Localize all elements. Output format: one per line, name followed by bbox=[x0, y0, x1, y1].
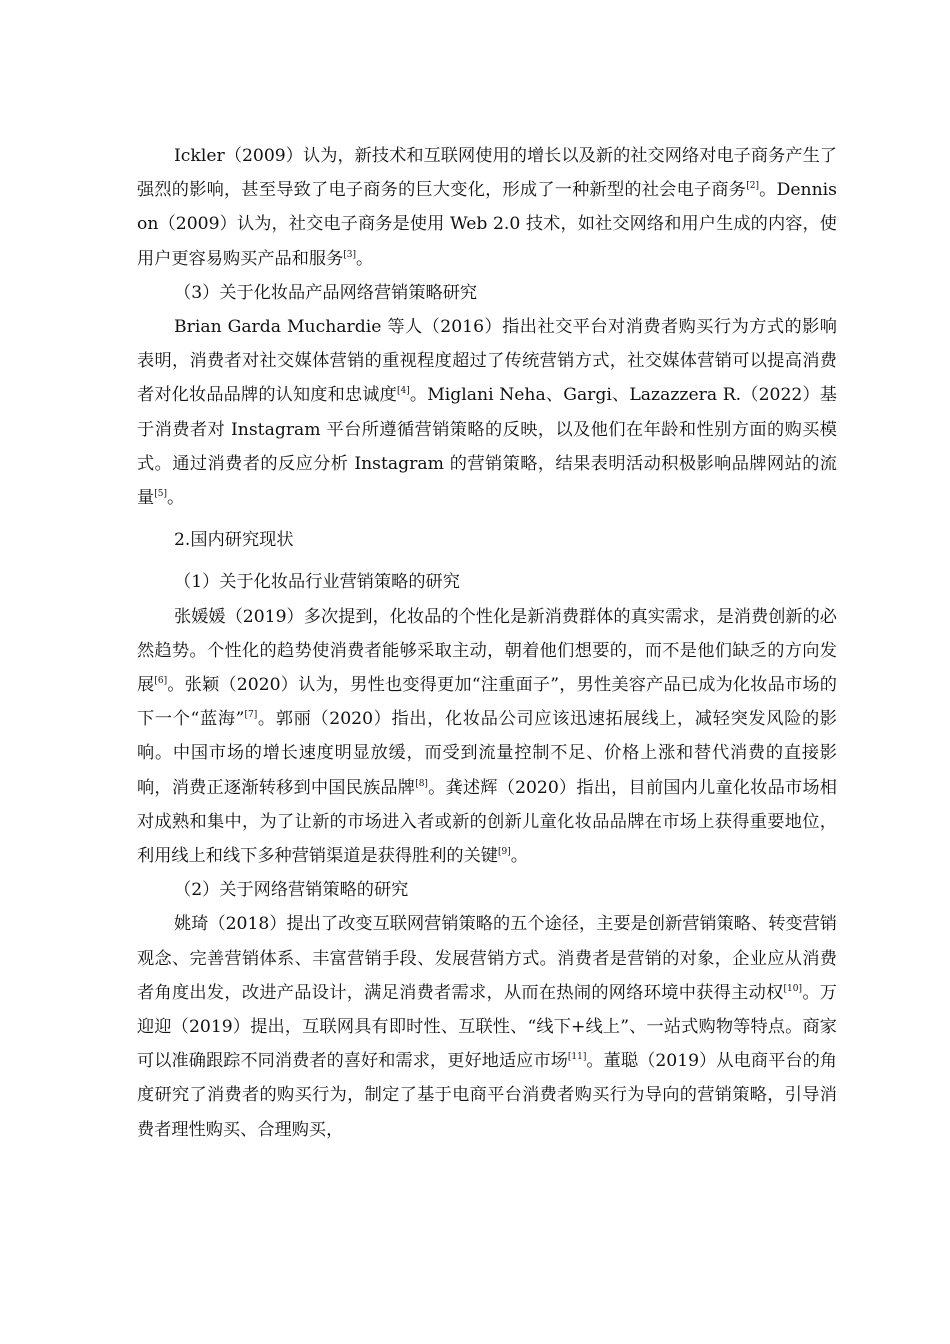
citation-ref[interactable]: [11] bbox=[567, 1052, 587, 1063]
text-segment: 。龚述辉（2020）指出，目前国内儿童化妆品市场相对成熟和集中，为了让新的市场进入者或新的创新儿童化妆品品牌在市场上获得重要地位，利用线上和线下多种营销渠道是获得胜利的关键 bbox=[137, 777, 837, 867]
citation-ref[interactable]: [8] bbox=[415, 778, 428, 789]
section-heading-cosmetics-online-marketing: （3）关于化妆品产品网络营销策略研究 bbox=[174, 282, 478, 303]
text-segment: 姚琦（2018）提出了改变互联网营销策略的五个途径，主要是创新营销策略、转变营销观念、完善营销体系、丰富营销手段、发展营销方式。消费者是营销的对象，企业应从消费者角度出发，改进产品设计，满足消费者需求，从而在热闹的网络环境中获得主动权 bbox=[137, 914, 837, 1003]
citation-ref[interactable]: [9] bbox=[497, 847, 511, 858]
paragraph-social-media-marketing bbox=[137, 310, 837, 515]
paragraph-social-ecommerce bbox=[137, 139, 837, 276]
text-segment: 。万迎迎（2019）提出，互联网具有即时性、互联性、“线下+线上”、一站式购物等特点。商家可以准确跟踪不同消费者的喜好和需求，更好地适应市场 bbox=[137, 982, 837, 1072]
text-segment: 。郭丽（2020）指出，化妆品公司应该迅速拓展线上，减轻突发风险的影响。中国市场的增长速度明显放缓，而受到流量控制不足、价格上涨和替代消费的直接影响，消费正逐渐转移到中国民族品牌 bbox=[137, 709, 837, 798]
citation-ref[interactable]: [4] bbox=[396, 386, 410, 397]
text-segment: 。 bbox=[510, 846, 528, 867]
section-heading-domestic-research: 2.国内研究现状 bbox=[174, 530, 294, 551]
citation-ref[interactable]: [3] bbox=[343, 249, 357, 260]
document-page bbox=[137, 139, 837, 1147]
section-heading-online-marketing: （2）关于网络营销策略的研究 bbox=[174, 880, 409, 901]
citation-ref[interactable]: [2] bbox=[746, 181, 759, 192]
citation-ref[interactable]: [5] bbox=[154, 489, 167, 500]
citation-ref[interactable]: [7] bbox=[244, 710, 258, 721]
text-segment: 。 bbox=[166, 488, 185, 509]
citation-ref[interactable]: [10] bbox=[783, 983, 803, 994]
section-heading-cosmetics-industry: （1）关于化妆品行业营销策略的研究 bbox=[174, 572, 460, 593]
text-segment: 。Dennison（2009）认为，社交电子商务是使用 Web 2.0 技术，如社交网络和用户生成的内容，使用户更容易购买产品和服务 bbox=[137, 180, 837, 269]
text-segment: 。Miglani Neha、Gargi、Lazazzera R.（2022）基于消费者对 Instagram 平台所遵循营销策略的反映，以及他们在年龄和性别方面的购买模式。通过消费者的反应分析 Instagram 的营销策略，结果表明活动积极影响品牌网站的流量 bbox=[137, 385, 837, 509]
text-segment: 。张颖（2020）认为，男性也变得更加“注重面子”，男性美容产品已成为化妆品市场的下一个“蓝海” bbox=[137, 675, 837, 730]
text-segment: Brian Garda Muchardie 等人（2016）指出社交平台对消费者购买行为方式的影响表明，消费者对社交媒体营销的重视程度超过了传统营销方式，社交媒体营销可以提高消费者对化妆品品牌的认知度和忠诚度 bbox=[137, 317, 837, 406]
text-segment: 。董聪（2019）从电商平台的角度研究了消费者的购买行为，制定了基于电商平台消费者购买行为导向的营销策略，引导消费者理性购买、合理购买， bbox=[137, 1051, 837, 1140]
text-segment: 张媛媛（2019）多次提到，化妆品的个性化是新消费群体的真实需求，是消费创新的必然趋势。个性化的趋势使消费者能够采取主动，朝着他们想要的，而不是他们缺乏的方向发展 bbox=[137, 606, 837, 696]
paragraph-cosmetics-industry bbox=[137, 600, 837, 874]
text-segment: 。 bbox=[356, 248, 374, 269]
citation-ref[interactable]: [6] bbox=[154, 676, 168, 687]
paragraph-online-marketing bbox=[137, 907, 837, 1146]
text-segment: Ickler（2009）认为，新技术和互联网使用的增长以及新的社交网络对电子商务产生了强烈的影响，甚至导致了电子商务的巨大变化，形成了一种新型的社会电子商务 bbox=[137, 146, 837, 201]
